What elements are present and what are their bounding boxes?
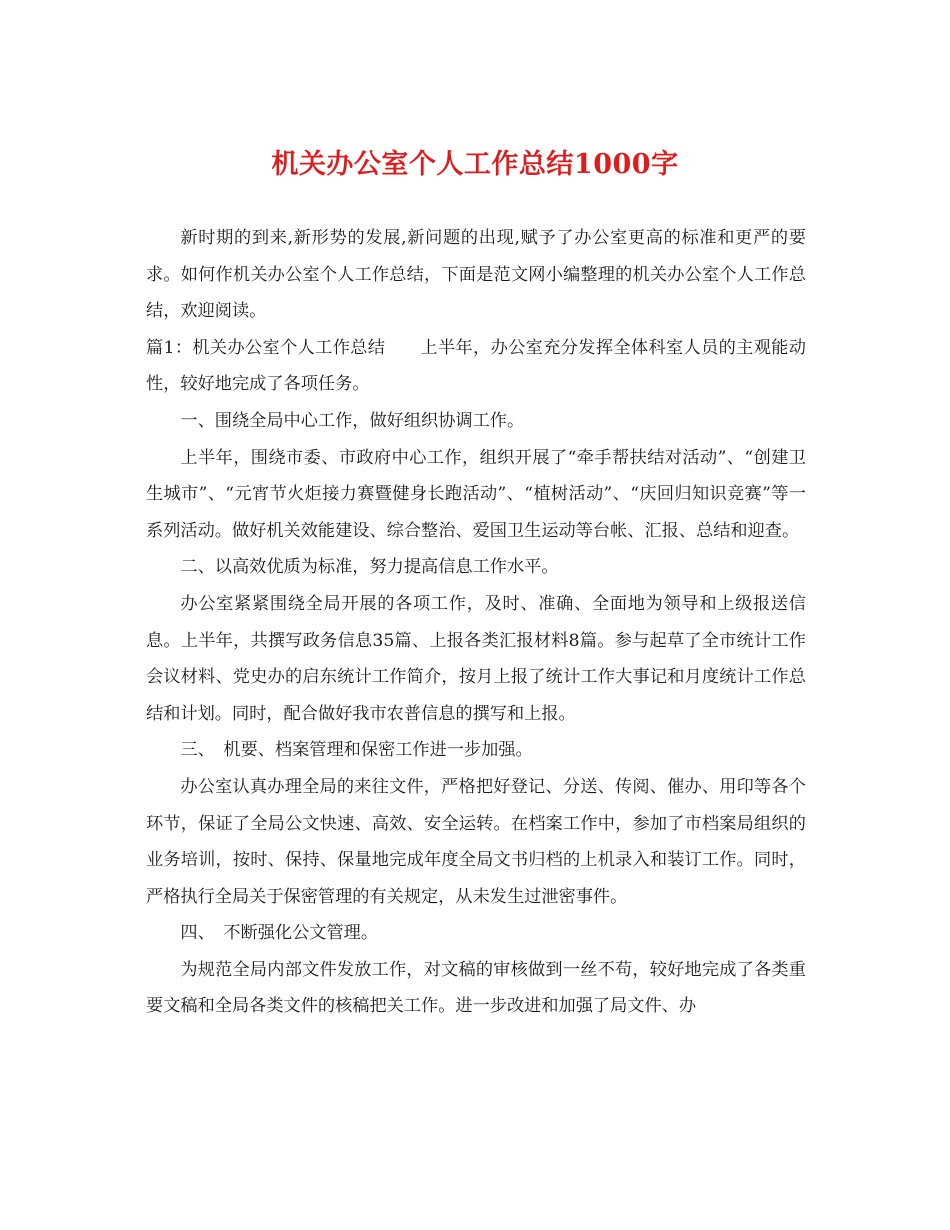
section-heading-2: 二、以高效优质为标准，努力提高信息工作水平。 [180, 557, 559, 578]
section-paragraph-2: 办公室紧紧围绕全局开展的各项工作，及时、准确、全面地为领导和上级报送信息。上半年，共撰写政务信息35篇、上报各类汇报材料8篇。参与起草了全市统计工作会议材料、党史办的启东统计工作简介，按月上报了统计工作大事记和月度统计工作总结和计划。同时，配合做好我市农普信息的撰写和上报。 [146, 593, 806, 724]
section-heading-1: 一、围绕全局中心工作，做好组织协调工作。 [180, 410, 525, 431]
section-heading-4: 四、 不断强化公文管理。 [180, 923, 379, 944]
section-paragraph-1: 上半年，围绕市委、市政府中心工作，组织开展了“牵手帮扶结对活动”、“创建卫生城市”、“元宵节火炬接力赛暨健身长跑活动”、“植树活动”、“庆回归知识竞赛”等一系列活动。做好机关效能建设、综合整治、爱国卫生运动等台帐、汇报、总结和迎查。 [146, 447, 806, 541]
part1-header-paragraph: 篇1：机关办公室个人工作总结 上半年，办公室充分发挥全体科室人员的主观能动性，较好地完成了各项任务。 [146, 337, 806, 395]
document-title: 机关办公室个人工作总结1000字 [271, 149, 679, 180]
document-body [146, 220, 806, 1025]
section-paragraph-4: 为规范全局内部文件发放工作，对文稿的审核做到一丝不苟，较好地完成了各类重要文稿和全局各类文件的核稿把关工作。进一步改进和加强了局文件、办 [146, 959, 806, 1017]
section-heading-3: 三、 机要、档案管理和保密工作进一步加强。 [180, 740, 533, 761]
intro-paragraph: 新时期的到来,新形势的发展,新问题的出现,赋予了办公室更高的标准和更严的要求。如何作机关办公室个人工作总结，下面是范文网小编整理的机关办公室个人工作总结，欢迎阅读。 [146, 228, 806, 322]
section-paragraph-3: 办公室认真办理全局的来往文件，严格把好登记、分送、传阅、催办、用印等各个环节，保证了全局公文快速、高效、安全运转。在档案工作中，参加了市档案局组织的业务培训，按时、保持、保量地完成年度全局文书归档的上机录入和装订工作。同时，严格执行全局关于保密管理的有关规定，从未发生过泄密事件。 [146, 776, 806, 907]
